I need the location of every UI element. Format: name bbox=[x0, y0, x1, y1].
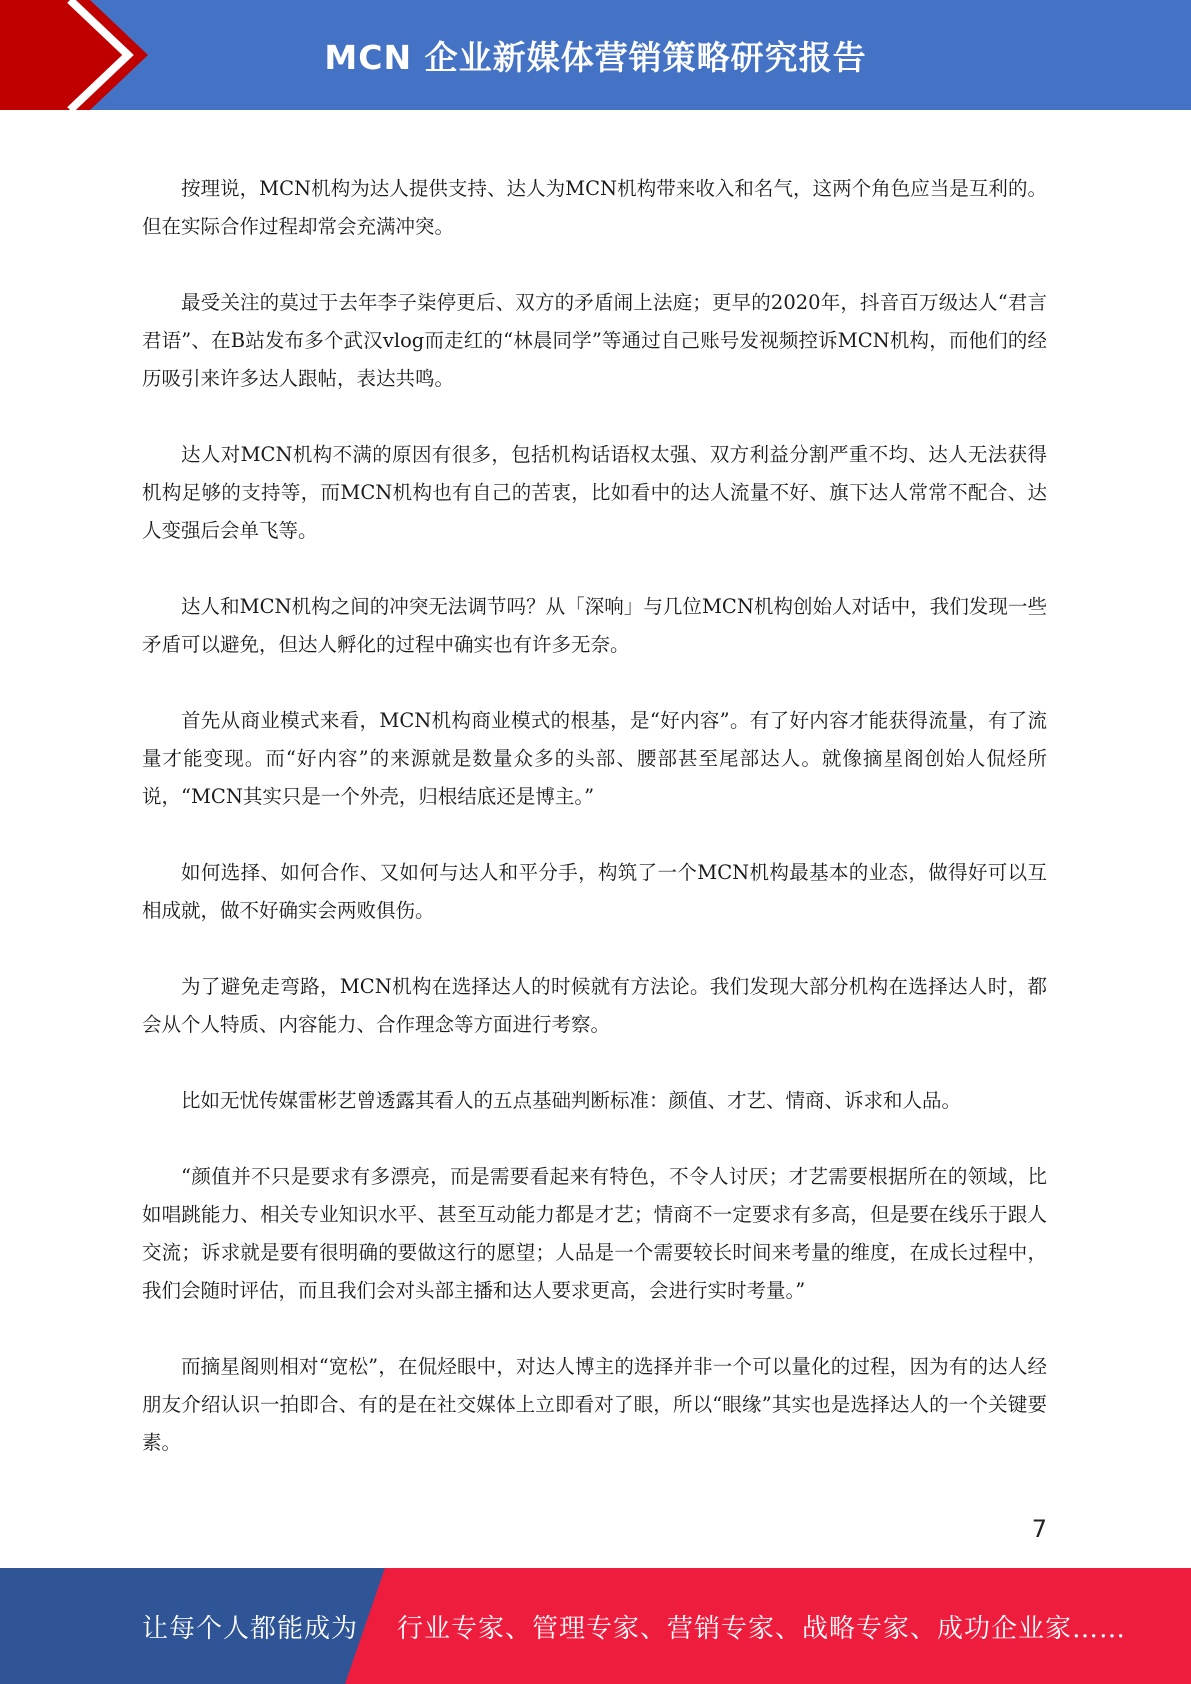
report-header bbox=[0, 0, 1191, 110]
paragraph: 比如无忧传媒雷彬艺曾透露其看人的五点基础判断标准：颜值、才艺、情商、诉求和人品。 bbox=[181, 1089, 962, 1112]
paragraph: 首先从商业模式来看，MCN机构商业模式的根基，是“好内容”。有了好内容才能获得流量，有了流量才能变现。而“好内容”的来源就是数量众多的头部、腰部甚至尾部达人。就像摘星阁创始人侃烃所说，“MCN其实只是一个外壳，归根结底还是博主。” bbox=[142, 709, 1047, 808]
paragraph: 达人对MCN机构不满的原因有很多，包括机构话语权太强、双方利益分割严重不均、达人无法获得机构足够的支持等，而MCN机构也有自己的苦衷，比如看中的达人流量不好、旗下达人常常不配合、达人变强后会单飞等。 bbox=[142, 443, 1047, 542]
article-body bbox=[142, 170, 1047, 1500]
footer-slogan-left: 让每个人都能成为 bbox=[142, 1613, 359, 1644]
page-number: 7 bbox=[1031, 1515, 1047, 1543]
footer-slogan-right: 行业专家、管理专家、营销专家、战略专家、成功企业家…… bbox=[397, 1613, 1127, 1644]
report-title: MCN 企业新媒体营销策略研究报告 bbox=[324, 37, 867, 77]
paragraph: 最受关注的莫过于去年李子柒停更后、双方的矛盾闹上法庭；更早的2020年，抖音百万级达人“君言君语”、在B站发布多个武汉vlog而走红的“林晨同学”等通过自己账号发视频控诉MCN机构，而他们的经历吸引来许多达人跟帖，表达共鸣。 bbox=[142, 291, 1047, 390]
paragraph: 如何选择、如何合作、又如何与达人和平分手，构筑了一个MCN机构最基本的业态，做得好可以互相成就，做不好确实会两败俱伤。 bbox=[142, 861, 1047, 922]
paragraph: 而摘星阁则相对“宽松”，在侃烃眼中，对达人博主的选择并非一个可以量化的过程，因为有的达人经朋友介绍认识一拍即合、有的是在社交媒体上立即看对了眼，所以“眼缘”其实也是选择达人的一个关键要素。 bbox=[142, 1355, 1047, 1454]
footer-banner bbox=[0, 1568, 1191, 1684]
paragraph: 按理说，MCN机构为达人提供支持、达人为MCN机构带来收入和名气，这两个角色应当是互利的。但在实际合作过程却常会充满冲突。 bbox=[142, 177, 1047, 238]
paragraph: 达人和MCN机构之间的冲突无法调节吗？从「深响」与几位MCN机构创始人对话中，我们发现一些矛盾可以避免，但达人孵化的过程中确实也有许多无奈。 bbox=[142, 595, 1047, 656]
paragraph-quote: “颜值并不只是要求有多漂亮，而是需要看起来有特色，不令人讨厌；才艺需要根据所在的领域，比如唱跳能力、相关专业知识水平、甚至互动能力都是才艺；情商不一定要求有多高，但是要在线乐于跟人交流；诉求就是要有很明确的要做这行的愿望；人品是一个需要较长时间来考量的维度，在成长过程中，我们会随时评估，而且我们会对头部主播和达人要求更高，会进行实时考量。” bbox=[142, 1165, 1047, 1302]
paragraph: 为了避免走弯路，MCN机构在选择达人的时候就有方法论。我们发现大部分机构在选择达人时，都会从个人特质、内容能力、合作理念等方面进行考察。 bbox=[142, 975, 1047, 1036]
red-chevron-arrow-icon bbox=[0, 0, 150, 110]
